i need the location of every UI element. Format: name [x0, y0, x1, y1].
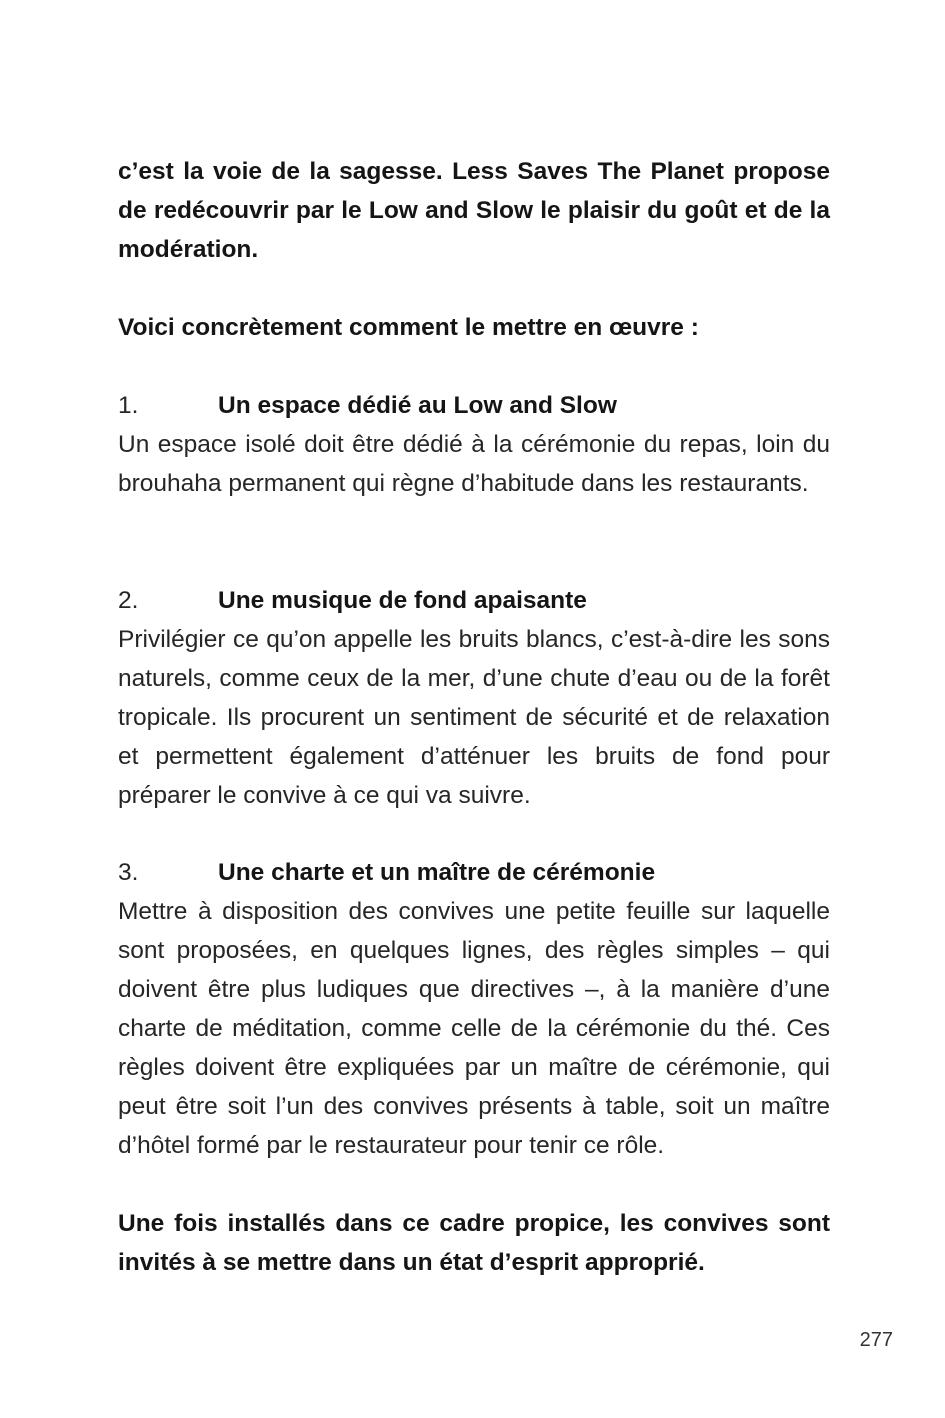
section-body-3: Mettre à disposition des convives une petite feuille sur laquelle sont proposées, en quelques lignes, des règles simples – qui doivent être plus ludiques que directives –, à la manière d’une charte de méditation, comme celle de la cérémonie du thé. Ces règles doivent être expliquées par un maître de cérémonie, qui peut être soit l’un des convives présents à table, soit un maître d’hôtel formé par le restaurateur pour tenir ce rôle. [118, 898, 830, 1159]
section-body-1: Un espace isolé doit être dédié à la cérémonie du repas, loin du brouhaha permanent qui règne d’habitude dans les restaurants. [118, 431, 830, 497]
section-number: 3. [118, 859, 139, 886]
lead-paragraph: Voici concrètement comment le mettre en œuvre : [118, 314, 699, 341]
section-body-2: Privilégier ce qu’on appelle les bruits blancs, c’est-à-dire les sons naturels, comme ceux de la mer, d’une chute d’eau ou de la forêt tropicale. Ils procurent un sentiment de sécurité et de relaxation et permettent également d’atténuer les bruits de fond pour préparer le convive à ce qui va suivre. [118, 626, 830, 809]
closing-paragraph: Une fois installés dans ce cadre propice, les convives sont invités à se mettre dans un état d’esprit approprié. [118, 1210, 830, 1276]
page-number: 277 [859, 1329, 893, 1351]
section-number: 2. [118, 587, 139, 614]
section-number: 1. [118, 392, 139, 419]
section-title: Un espace dédié au Low and Slow [218, 392, 617, 419]
section-title: Une charte et un maître de cérémonie [218, 859, 656, 886]
section-title: Une musique de fond apaisante [218, 587, 587, 614]
intro-paragraph: c’est la voie de la sagesse. Less Saves The Planet propose de redécouvrir par le Low and Slow le plaisir du goût et de la modération. [118, 158, 830, 263]
